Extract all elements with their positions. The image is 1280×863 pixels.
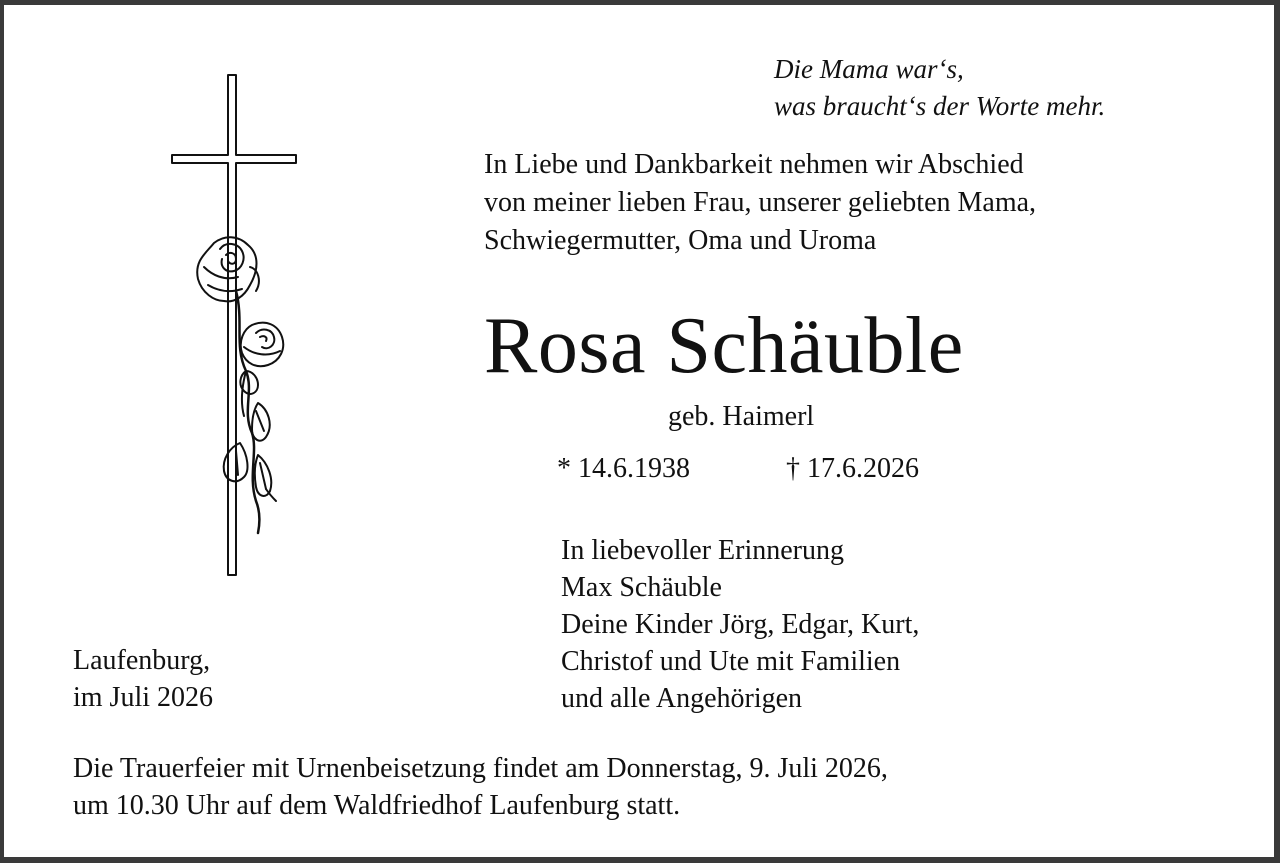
mourners-line: Max Schäuble: [561, 572, 722, 603]
mourners-line: Christof und Ute mit Familien: [561, 646, 901, 677]
mourners-list: [561, 532, 919, 717]
birth-date: * 14.6.1938: [557, 453, 690, 484]
obituary-notice: [4, 5, 1274, 857]
mourners-line: Deine Kinder Jörg, Edgar, Kurt,: [561, 609, 920, 640]
place-line: Laufenburg,: [73, 645, 211, 676]
funeral-service-info: [73, 750, 888, 824]
motto-line: Die Mama war‘s,: [774, 54, 964, 84]
motto-line: was braucht‘s der Worte mehr.: [774, 91, 1106, 121]
intro-text: [484, 146, 1036, 260]
mourners-line: und alle Angehörigen: [561, 683, 803, 714]
birth-name: geb. Haimerl: [668, 401, 815, 432]
intro-line: In Liebe und Dankbarkeit nehmen wir Abschied: [484, 149, 1024, 180]
service-line: um 10.30 Uhr auf dem Waldfriedhof Laufenburg statt.: [73, 790, 681, 821]
death-date: † 17.6.2026: [786, 453, 919, 484]
place-and-date: [73, 642, 213, 716]
intro-line: Schwiegermutter, Oma und Uroma: [484, 225, 877, 256]
mourners-line: In liebevoller Erinnerung: [561, 535, 845, 566]
place-line: im Juli 2026: [73, 682, 214, 713]
service-line: Die Trauerfeier mit Urnenbeisetzung findet am Donnerstag, 9. Juli 2026,: [73, 753, 888, 784]
cross-with-roses-icon: [164, 71, 314, 596]
intro-line: von meiner lieben Frau, unserer geliebten Mama,: [484, 187, 1037, 218]
deceased-name: Rosa Schäuble: [484, 302, 964, 390]
motto-quote: [774, 51, 1105, 125]
